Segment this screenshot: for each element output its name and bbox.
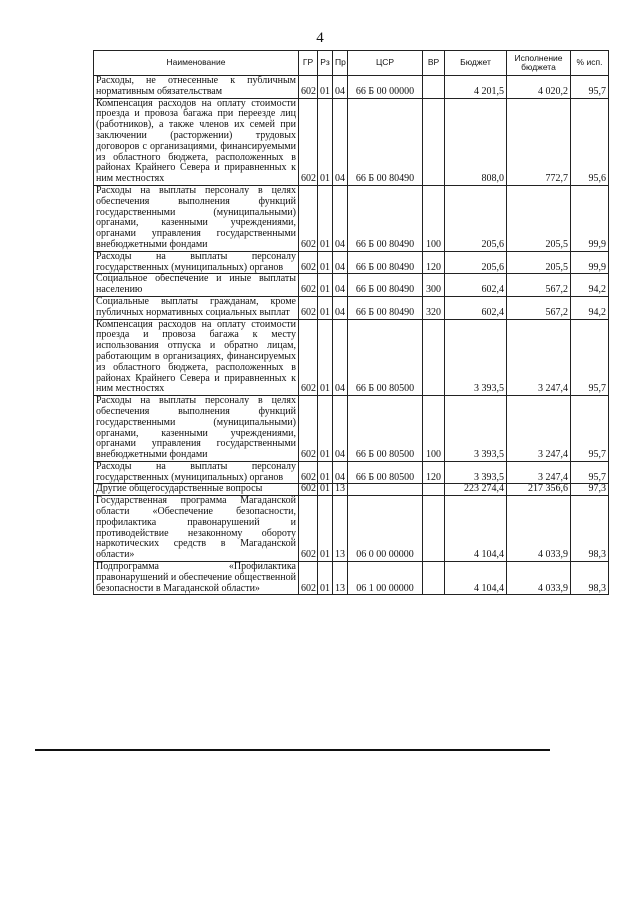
row-gr-cell: 602 bbox=[299, 496, 318, 562]
header-pct: % исп. bbox=[571, 51, 609, 76]
row-pct-cell: 98,3 bbox=[571, 496, 609, 562]
row-execution-cell: 772,7 bbox=[507, 98, 571, 185]
row-pr-cell: 13 bbox=[333, 484, 348, 496]
row-execution-cell: 205,5 bbox=[507, 185, 571, 251]
header-pr: Пр bbox=[333, 51, 348, 76]
row-execution-cell: 3 247,4 bbox=[507, 319, 571, 396]
row-vr-cell bbox=[423, 484, 445, 496]
budget-table bbox=[93, 50, 609, 595]
row-budget-cell: 602,4 bbox=[445, 274, 507, 297]
row-csr-cell: 66 Б 00 80500 bbox=[348, 461, 423, 484]
row-pr-cell: 04 bbox=[333, 396, 348, 462]
row-rz-cell: 01 bbox=[318, 274, 333, 297]
row-name-cell: Расходы на выплаты персоналу государственных (муниципальных) органов bbox=[94, 251, 299, 274]
row-pct-cell: 94,2 bbox=[571, 296, 609, 319]
header-csr: ЦСР bbox=[348, 51, 423, 76]
row-pct-cell: 95,7 bbox=[571, 319, 609, 396]
row-vr-cell bbox=[423, 98, 445, 185]
row-vr-cell bbox=[423, 562, 445, 595]
row-budget-cell: 3 393,5 bbox=[445, 396, 507, 462]
row-name-cell: Социальное обеспечение и иные выплаты населению bbox=[94, 274, 299, 297]
table-row bbox=[94, 319, 609, 396]
row-pr-cell: 04 bbox=[333, 251, 348, 274]
row-gr-cell: 602 bbox=[299, 98, 318, 185]
row-budget-cell: 3 393,5 bbox=[445, 319, 507, 396]
row-vr-cell: 300 bbox=[423, 274, 445, 297]
row-rz-cell: 01 bbox=[318, 98, 333, 185]
row-pct-cell: 95,7 bbox=[571, 461, 609, 484]
row-budget-cell: 3 393,5 bbox=[445, 461, 507, 484]
row-csr-cell: 66 Б 00 80490 bbox=[348, 251, 423, 274]
row-name-cell: Расходы на выплаты персоналу в целях обеспечения выполнения функций государственными (муниципальными) органами, казенными учреждениями, органами управления государственными внебюджетными фондами bbox=[94, 185, 299, 251]
header-execution: Исполнение бюджета bbox=[507, 51, 571, 76]
row-execution-cell: 567,2 bbox=[507, 274, 571, 297]
table-row bbox=[94, 396, 609, 462]
row-pct-cell: 95,6 bbox=[571, 98, 609, 185]
row-budget-cell: 4 104,4 bbox=[445, 562, 507, 595]
row-execution-cell: 567,2 bbox=[507, 296, 571, 319]
table-header-row bbox=[94, 51, 609, 76]
row-budget-cell: 223 274,4 bbox=[445, 484, 507, 496]
page-number: 4 bbox=[316, 30, 324, 46]
row-rz-cell: 01 bbox=[318, 461, 333, 484]
row-vr-cell: 120 bbox=[423, 461, 445, 484]
table-body bbox=[94, 76, 609, 595]
row-vr-cell: 120 bbox=[423, 251, 445, 274]
row-csr-cell: 66 Б 00 80490 bbox=[348, 296, 423, 319]
row-pr-cell: 04 bbox=[333, 319, 348, 396]
row-pct-cell: 95,7 bbox=[571, 76, 609, 99]
row-pr-cell: 04 bbox=[333, 76, 348, 99]
row-gr-cell: 602 bbox=[299, 251, 318, 274]
row-vr-cell bbox=[423, 496, 445, 562]
row-vr-cell bbox=[423, 319, 445, 396]
row-rz-cell: 01 bbox=[318, 296, 333, 319]
row-pct-cell: 99,9 bbox=[571, 251, 609, 274]
row-rz-cell: 01 bbox=[318, 319, 333, 396]
row-csr-cell: 66 Б 00 80500 bbox=[348, 396, 423, 462]
row-budget-cell: 205,6 bbox=[445, 185, 507, 251]
row-pr-cell: 04 bbox=[333, 274, 348, 297]
row-pr-cell: 13 bbox=[333, 496, 348, 562]
header-rz: Рз bbox=[318, 51, 333, 76]
table-row bbox=[94, 496, 609, 562]
row-gr-cell: 602 bbox=[299, 296, 318, 319]
row-name-cell: Расходы на выплаты персоналу государственных (муниципальных) органов bbox=[94, 461, 299, 484]
row-csr-cell: 06 1 00 00000 bbox=[348, 562, 423, 595]
row-csr-cell: 66 Б 00 80490 bbox=[348, 185, 423, 251]
row-name-cell: Другие общегосударственные вопросы bbox=[94, 484, 299, 496]
row-pr-cell: 04 bbox=[333, 296, 348, 319]
table-row bbox=[94, 274, 609, 297]
row-vr-cell: 100 bbox=[423, 185, 445, 251]
row-rz-cell: 01 bbox=[318, 185, 333, 251]
header-gr: ГР bbox=[299, 51, 318, 76]
row-csr-cell bbox=[348, 484, 423, 496]
row-execution-cell: 205,5 bbox=[507, 251, 571, 274]
row-csr-cell: 06 0 00 00000 bbox=[348, 496, 423, 562]
table-row bbox=[94, 484, 609, 496]
row-rz-cell: 01 bbox=[318, 496, 333, 562]
row-execution-cell: 4 033,9 bbox=[507, 562, 571, 595]
row-csr-cell: 66 Б 00 80500 bbox=[348, 319, 423, 396]
row-pr-cell: 04 bbox=[333, 461, 348, 484]
row-rz-cell: 01 bbox=[318, 76, 333, 99]
row-gr-cell: 602 bbox=[299, 461, 318, 484]
row-pct-cell: 94,2 bbox=[571, 274, 609, 297]
row-name-cell: Государственная программа Магаданской области «Обеспечение безопасности, профилактика правонарушений и противодействие незаконному обороту наркотических средств в Магаданской области» bbox=[94, 496, 299, 562]
row-pct-cell: 97,3 bbox=[571, 484, 609, 496]
row-execution-cell: 217 356,6 bbox=[507, 484, 571, 496]
row-budget-cell: 808,0 bbox=[445, 98, 507, 185]
row-csr-cell: 66 Б 00 80490 bbox=[348, 274, 423, 297]
row-name-cell: Расходы, не отнесенные к публичным нормативным обязательствам bbox=[94, 76, 299, 99]
header-budget: Бюджет bbox=[445, 51, 507, 76]
table-row bbox=[94, 251, 609, 274]
row-budget-cell: 4 104,4 bbox=[445, 496, 507, 562]
row-rz-cell: 01 bbox=[318, 484, 333, 496]
row-budget-cell: 205,6 bbox=[445, 251, 507, 274]
row-budget-cell: 602,4 bbox=[445, 296, 507, 319]
row-pr-cell: 13 bbox=[333, 562, 348, 595]
row-vr-cell: 320 bbox=[423, 296, 445, 319]
row-gr-cell: 602 bbox=[299, 484, 318, 496]
table-row bbox=[94, 185, 609, 251]
header-name: Наименование bbox=[94, 51, 299, 76]
row-execution-cell: 4 020,2 bbox=[507, 76, 571, 99]
row-name-cell: Компенсация расходов на оплату стоимости проезда и провоза багажа при переезде лиц (работников), а также членов их семей при заключении (расторжении) трудовых договоров с организациями, финансируемыми из областного бюджета, расположенных в районах Крайнего Севера и приравненных к ним местностях bbox=[94, 98, 299, 185]
row-csr-cell: 66 Б 00 80490 bbox=[348, 98, 423, 185]
row-name-cell: Расходы на выплаты персоналу в целях обеспечения выполнения функций государственными (муниципальными) органами, казенными учреждениями, органами управления государственными внебюджетными фондами bbox=[94, 396, 299, 462]
row-execution-cell: 3 247,4 bbox=[507, 461, 571, 484]
row-name-cell: Подпрограмма «Профилактика правонарушений и обеспечение общественной безопасности в Магаданской области» bbox=[94, 562, 299, 595]
row-pct-cell: 99,9 bbox=[571, 185, 609, 251]
table-row bbox=[94, 98, 609, 185]
table-row bbox=[94, 562, 609, 595]
row-pct-cell: 95,7 bbox=[571, 396, 609, 462]
table-row bbox=[94, 296, 609, 319]
row-vr-cell: 100 bbox=[423, 396, 445, 462]
row-execution-cell: 4 033,9 bbox=[507, 496, 571, 562]
row-gr-cell: 602 bbox=[299, 274, 318, 297]
table-row bbox=[94, 461, 609, 484]
row-gr-cell: 602 bbox=[299, 76, 318, 99]
footer-divider bbox=[35, 749, 550, 751]
row-gr-cell: 602 bbox=[299, 562, 318, 595]
row-rz-cell: 01 bbox=[318, 396, 333, 462]
row-gr-cell: 602 bbox=[299, 319, 318, 396]
table-row bbox=[94, 76, 609, 99]
row-budget-cell: 4 201,5 bbox=[445, 76, 507, 99]
row-gr-cell: 602 bbox=[299, 185, 318, 251]
row-gr-cell: 602 bbox=[299, 396, 318, 462]
row-rz-cell: 01 bbox=[318, 251, 333, 274]
row-vr-cell bbox=[423, 76, 445, 99]
row-csr-cell: 66 Б 00 00000 bbox=[348, 76, 423, 99]
row-name-cell: Компенсация расходов на оплату стоимости проезда и провоза багажа к месту использования отпуска и обратно лицам, работающим в организациях, финансируемых из областного бюджета, расположенных в районах Крайнего Севера и приравненных к ним местностях bbox=[94, 319, 299, 396]
row-rz-cell: 01 bbox=[318, 562, 333, 595]
row-pct-cell: 98,3 bbox=[571, 562, 609, 595]
header-vr: ВР bbox=[423, 51, 445, 76]
row-pr-cell: 04 bbox=[333, 185, 348, 251]
row-name-cell: Социальные выплаты гражданам, кроме публичных нормативных социальных выплат bbox=[94, 296, 299, 319]
row-pr-cell: 04 bbox=[333, 98, 348, 185]
row-execution-cell: 3 247,4 bbox=[507, 396, 571, 462]
